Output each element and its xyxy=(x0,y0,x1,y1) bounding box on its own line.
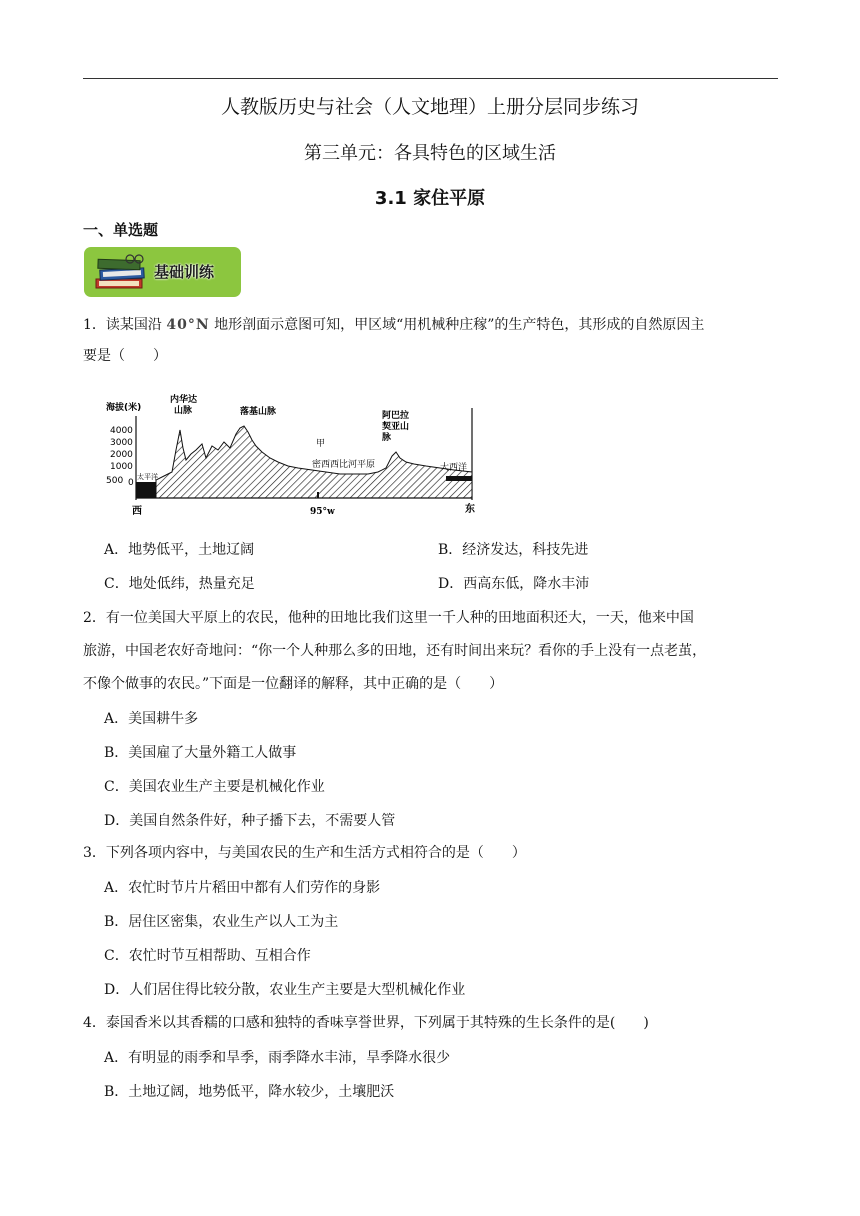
label-east: 东 xyxy=(465,504,475,515)
section-heading: 一、单选题 xyxy=(83,221,159,239)
q3-option-c[interactable]: C．农忙时节互相帮助、互相合作 xyxy=(104,948,311,964)
question-number: 3． xyxy=(83,845,106,861)
q1-option-b[interactable]: B．经济发达，科技先进 xyxy=(438,542,589,558)
q3-option-d[interactable]: D．人们居住得比较分散，农业生产主要是大型机械化作业 xyxy=(104,982,466,998)
q2-option-c[interactable]: C．美国农业生产主要是机械化作业 xyxy=(104,779,325,795)
terrain-profile-figure xyxy=(106,388,486,518)
label-nevada: 内华达山脉 xyxy=(170,395,198,416)
q2-option-d[interactable]: D．美国自然条件好，种子播下去，不需要人管 xyxy=(104,813,396,829)
unit-title: 第三单元：各具特色的区域生活 xyxy=(304,143,556,164)
y-tick: 3000 xyxy=(110,438,133,448)
question-stem-part: 下列各项内容中，与美国农民的生产和生活方式相符合的是（ ） xyxy=(105,845,526,861)
label-mississippi: 密西西比河平原 xyxy=(312,460,376,470)
question-stem-part: 泰国香米以其香糯的口感和独特的香味享誉世界，下列属于其特殊的生长条件的是( ) xyxy=(105,1015,649,1031)
question-number: 1． xyxy=(83,317,106,333)
q4-option-b[interactable]: B．土地辽阔，地势低平，降水较少，土壤肥沃 xyxy=(104,1084,395,1100)
q1-option-d[interactable]: D．西高东低，降水丰沛 xyxy=(438,576,590,592)
q2-option-b[interactable]: B．美国雇了大量外籍工人做事 xyxy=(104,745,297,761)
label-meridian: 95°w xyxy=(310,507,335,517)
atlantic-ocean xyxy=(446,476,472,481)
question-stem-part: 不像个做事的农民。”下面是一位翻译的解释，其中正确的是（ ） xyxy=(83,676,504,692)
question-stem-part: 读某国沿 xyxy=(105,317,162,333)
y-tick: 4000 xyxy=(110,426,133,436)
lesson-title: 3.1 家住平原 xyxy=(374,188,486,209)
y-tick: 2000 xyxy=(110,450,133,460)
label-rocky: 落基山脉 xyxy=(240,407,277,417)
q3-option-a[interactable]: A．农忙时节片片稻田中都有人们劳作的身影 xyxy=(104,880,381,896)
question-stem-part: 旅游，中国老农好奇地问：“你一个人种那么多的田地，还有时间出来玩？看你的手上没有一点老茧， xyxy=(83,643,707,659)
latitude-label: 40°N xyxy=(166,317,210,333)
pacific-ocean xyxy=(136,482,156,498)
question-stem-part: 要是（ ） xyxy=(83,348,167,364)
q1-option-a[interactable]: A．地势低平，土地辽阔 xyxy=(104,542,255,558)
y-axis-label: 海拔(米) xyxy=(106,403,142,413)
q1-option-c[interactable]: C．地处低纬，热量充足 xyxy=(104,576,255,592)
q4-option-a[interactable]: A．有明显的雨季和旱季，雨季降水丰沛，旱季降水很少 xyxy=(104,1050,451,1066)
question-1 xyxy=(83,310,783,372)
y-tick: 0 xyxy=(128,478,134,488)
question-3 xyxy=(83,838,783,869)
q2-option-a[interactable]: A．美国耕牛多 xyxy=(104,711,199,727)
question-number: 4． xyxy=(83,1015,106,1031)
y-tick: 500 xyxy=(106,476,124,486)
question-4 xyxy=(83,1008,783,1039)
basic-training-badge xyxy=(84,247,241,297)
label-atlantic: 大西洋 xyxy=(440,463,468,473)
label-jia: 甲 xyxy=(316,439,326,449)
label-west: 西 xyxy=(132,506,142,517)
books-icon xyxy=(94,253,152,293)
question-stem-part: 地形剖面示意图可知，甲区域“用机械种庄稼”的生产特色，其形成的自然原因主 xyxy=(214,317,705,333)
question-number: 2． xyxy=(83,610,106,626)
question-stem-part: 有一位美国大平原上的农民，他种的田地比我们这里一千人种的田地面积还大，一天，他来中国 xyxy=(105,610,694,626)
y-tick: 1000 xyxy=(110,462,133,472)
badge-label: 基础训练 xyxy=(154,263,215,281)
question-2 xyxy=(83,602,783,701)
pacific-label: 太平洋 xyxy=(137,473,158,481)
top-rule xyxy=(83,78,778,79)
document-title: 人教版历史与社会（人文地理）上册分层同步练习 xyxy=(220,96,639,118)
label-appalachian: 阿巴拉契亚山脉 xyxy=(382,411,410,443)
q3-option-b[interactable]: B．居住区密集，农业生产以人工为主 xyxy=(104,914,339,930)
